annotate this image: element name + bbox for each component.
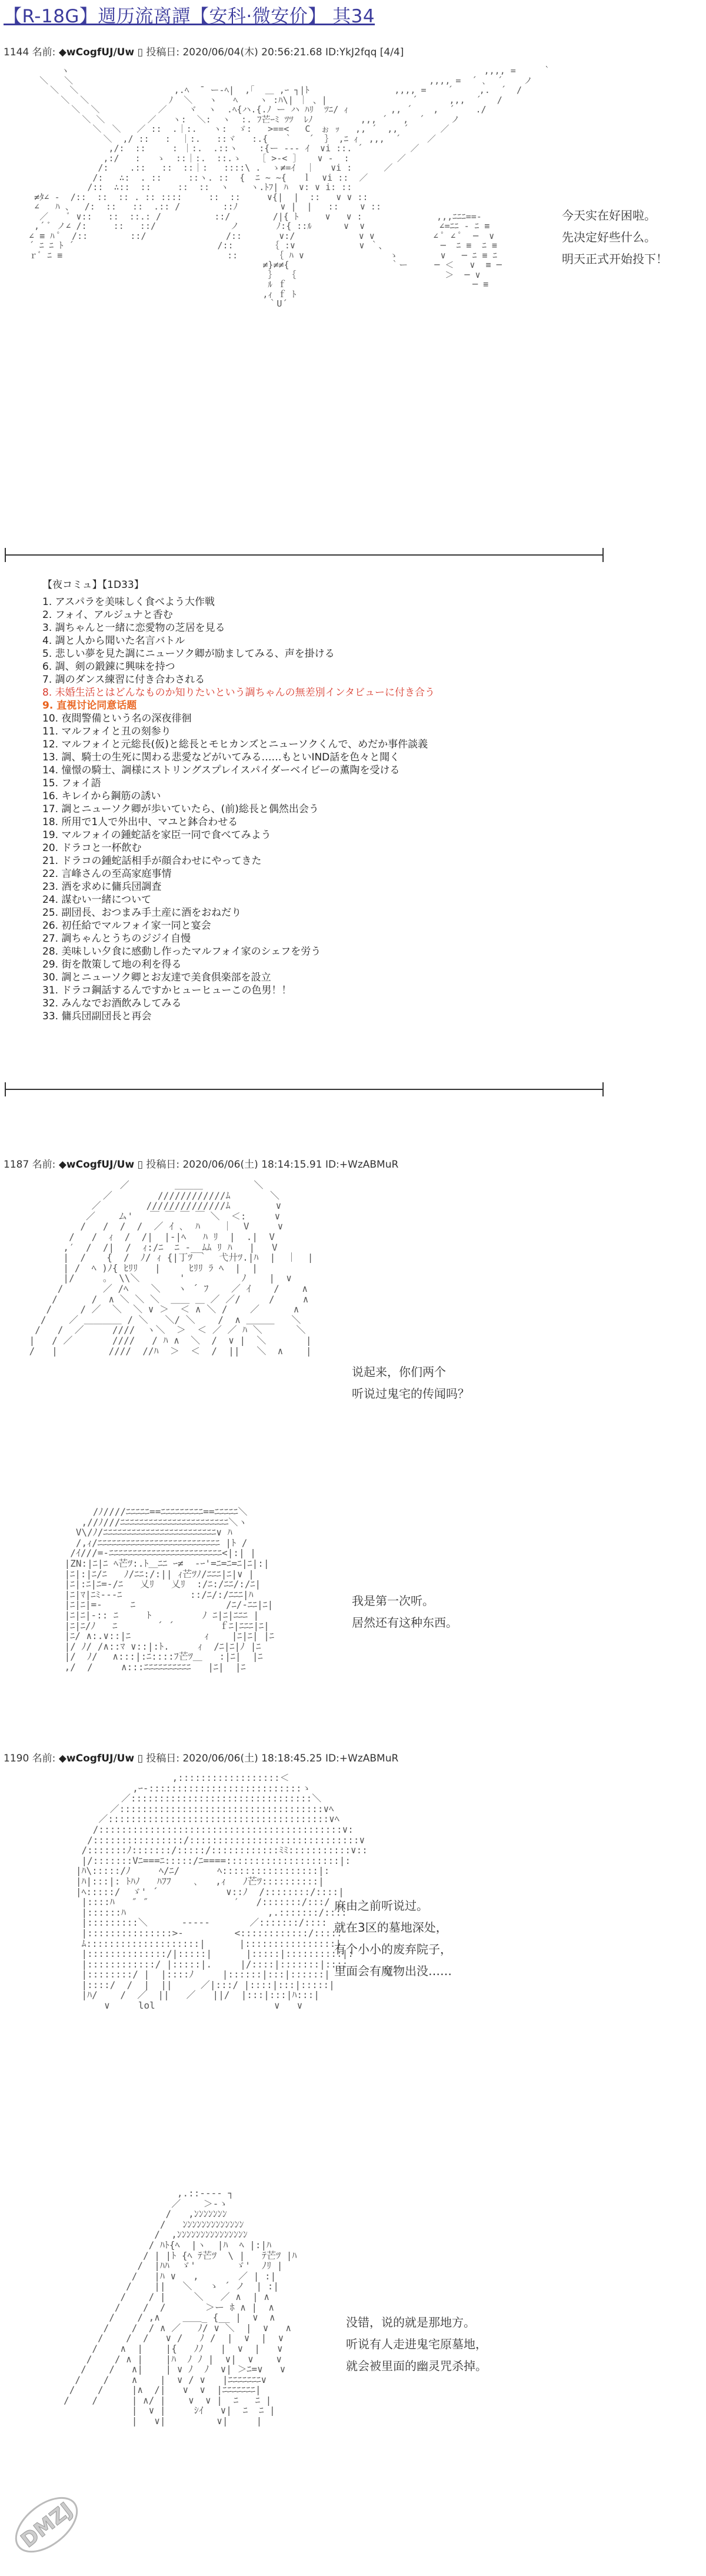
- list-item: 21. ドラコの鍾蛇話相手が顔合わせにやってきた: [42, 855, 262, 867]
- name-label: 名前:: [32, 1753, 56, 1764]
- post-header: [4, 44, 404, 58]
- text-line: 麻由之前听说过。: [334, 1899, 428, 1913]
- list-item: 19. マルフォイの鍾蛇話を家臣一同で食べてみよう: [42, 829, 271, 841]
- list-item: 13. 調、騎士の生死に関わる悲愛などがいてみる……もといIND話を色々と聞く: [42, 752, 400, 763]
- date-label: 投稿日:: [146, 1753, 180, 1764]
- divider: [5, 1089, 604, 1090]
- post-number: 1144: [4, 46, 29, 58]
- name-label: 名前:: [32, 46, 56, 58]
- poster-name[interactable]: ◆wCogfUJ/Uw: [58, 1159, 135, 1171]
- list-item: 30. 調とニューソク卿とお友達で美食倶楽部を設立: [42, 972, 271, 983]
- post-date: 2020/06/06(土) 18:14:15.91: [182, 1159, 322, 1171]
- marker-icon: ▯: [137, 1159, 143, 1171]
- text-line: 就会被里面的幽灵咒杀掉。: [346, 2359, 487, 2373]
- date-label: 投稿日:: [146, 1159, 180, 1171]
- ascii-art-two-figures: ／ ＿＿＿ ＼ ／ ////////////ﾑ ＼ ／ //////////////ﾑ ∨ ／ ム' ￣ ￣ ￣ ￣ ＼ ＜: ∨ / / / / ／ ｲ ､ ﾊ ｜ V ∨ / / ｨ / /| |-|ﾍ ﾊ ﾘ | .| V ,′ / /| / ｨ:/ﾆ ﾆ ‐__ﾑﾑ ﾘ ﾊ | V | / { / ﾉ/ ｨ {|丁ﾂ ｀ 弋廾ﾂ.|ﾊ | ｜ | | / ﾍ )ﾉ{ ﾋﾘﾘ | ﾋﾘﾘ ﾗ ﾍ | | |/ ｡ \\＼ ' ﾉ | ∨ / ／ /ﾍ ＼ ヽ ´ ﾌ ／ ｲ / ∧ / / ∧ ＼ ＼ ＼ ＿＿ ＿ ／ ／/ / ∧ / / ／ ＼ ＼ ∨ ＞ ＜ ∧ ＼ / ／ ∧ / ／ ＿＿＿＿ / ＼ ＼/ ＼ / ∧ ＿＿＿ ＼ / / ／ //// ヽ＼ ＞ ＜ ／ ／ ﾊ ＼ ＼ | / ／ //// / ﾊ ∧ ＼ / ∨ | ＼ | / | //// //ﾊ ＞ ＜ / || ＼ ∧ |: [29, 1179, 314, 1357]
- ascii-art-figure: /ﾉ////ﾆﾆﾆﾆﾆ==ﾆﾆﾆﾆﾆﾆﾆﾆﾆ==ﾆﾆﾆﾆﾆ＼ ,//ﾉ///ﾆﾆﾆﾆﾆﾆﾆﾆﾆﾆﾆﾆﾆﾆﾆﾆﾆﾆﾆﾆﾆﾆﾆ＼ヽ V\/ﾉ/ﾆﾆﾆﾆﾆﾆﾆﾆﾆﾆﾆﾆﾆﾆﾆﾆﾆﾆﾆﾆﾆﾆﾆﾆ∨ ﾊ /,ｨ/ﾆﾆﾆﾆﾆﾆﾆﾆﾆﾆﾆﾆﾆﾆﾆﾆﾆﾆﾆﾆﾆﾆﾆﾆﾆﾆ |ﾄ / /ｲ///=-ﾆﾆﾆﾆﾆﾆﾆﾆﾆﾆﾆﾆﾆﾆﾆﾆﾆﾆﾆﾆﾆﾆﾆﾆ<|:| | |ZN:|ﾆ|ﾆ ﾍ芒ﾂ:.ﾄ＿ﾆﾆ ｰ≠ -ｰ'=ﾆ=ﾆ=ﾆ|ﾆ|:| |ﾆ|:|ﾆ/ﾆ ﾉ/ﾆﾆ:/:|| ｨ芒ﾂﾉ/ﾆﾆﾆ|ﾆ|∨ | |ﾆ|:ﾆ|ﾆ=-/ﾆ 乂ﾘ 乂ﾘ :/ﾆ:/ﾆﾆ/:/ﾆ| |ﾆ|ﾏ|ﾆﾐ---ﾆ ::/ﾆ/:/ﾆﾆﾆ|ﾊ |ﾆ|ﾆ|=- ﾆ /ﾆ/-ﾆﾆ|ﾆ| |ﾆ|ﾆ|-:: ﾆ ﾄ ﾉ ﾆ|ﾆ|ﾆﾆﾆ | |ﾆ|ﾆ/ﾉ ﾆ ´ ´ ｆﾆ|ﾆﾆﾆ|ﾆ| |ﾆ/ ∧:.∨::|ﾆ ｨ |ﾆ|ﾆ| |ﾆ |/ ﾉ/ /∧::ﾏ ∨::|:ﾄ. ｨ /ﾆ|ﾆ|ﾉ |ﾆ |/ ﾉ/ ∧:::|:ﾆ::::ﾌ芒ﾂ＿ :|ﾆ| |ﾆ ,/ / ∧:::ﾆﾆﾆﾆﾆﾆﾆﾆﾆﾆ |ﾆ| |ﾆ: [64, 1506, 274, 1673]
- text-line: 没错，说的就是那地方。: [346, 2315, 475, 2329]
- text-line: 居然还有这种东西。: [352, 1616, 458, 1630]
- post-date: 2020/06/06(土) 18:18:45.25: [182, 1753, 322, 1764]
- list-item: 15. フォイ語: [42, 777, 101, 789]
- list-item: 4. 調と人から聞いた名言バトル: [42, 635, 185, 647]
- list-item: 5. 悲しい夢を見た調にニューソク卿が励ましてみる、声を掛ける: [42, 648, 335, 660]
- post-number: 1190: [4, 1753, 29, 1764]
- list-item: 2. フォイ、アルジュナと香む: [42, 609, 173, 621]
- text-line: 听说过鬼宅的传闻吗？: [352, 1387, 469, 1401]
- list-item: 27. 調ちゃんとうちのジジイ自慢: [42, 933, 191, 945]
- list-item: 18. 所用で1人で外出中、マユと鉢合わせる: [42, 816, 238, 828]
- post-id[interactable]: ID:YkJ2fqq [4/4]: [325, 46, 404, 58]
- text-line: 听说有人走进鬼宅原墓地，: [346, 2337, 487, 2351]
- poster-name[interactable]: ◆wCogfUJ/Uw: [58, 1753, 135, 1764]
- list-item: 23. 酒を求めに傭兵団調査: [42, 881, 162, 893]
- text-line: 今天实在好困啦。: [562, 208, 656, 222]
- list-item: 24. 謀むい一緒について: [42, 894, 152, 906]
- post-number: 1187: [4, 1159, 29, 1171]
- list-item: 22. 言峰さんの至高家庭事情: [42, 868, 172, 880]
- list-item: 29. 街を散策して地の利を得る: [42, 959, 182, 970]
- list-item: 17. 調とニューソク卿が歩いていたら、(前)総長と偶然出会う: [42, 803, 319, 815]
- text-line: 就在3区的墓地深处，: [334, 1920, 448, 1935]
- event-list: [42, 596, 435, 1023]
- list-heading: 【夜コミュ】【1D33】: [42, 579, 144, 591]
- text-line: 里面会有魔物出没……: [334, 1964, 452, 1978]
- text-line: 我是第一次听。: [352, 1594, 434, 1608]
- post-1190-text-a: [334, 1895, 452, 1982]
- list-item: 7. 調のダンス練習に付き合わされる: [42, 674, 205, 686]
- list-item: 33. 傭兵団副団長と再会: [42, 1011, 152, 1022]
- list-item-highlight: 9. 直視讨论同意话题: [42, 700, 137, 712]
- list-item: 16. キレイから鋼筋の誘い: [42, 790, 161, 802]
- list-item: 20. ドラコと一杯飲む: [42, 842, 142, 854]
- list-item: 1. アスパラを美味しく食べよう大作戦: [42, 596, 215, 608]
- ascii-art-figure: ,::::::::::::::::::＜ ,ｰ-:::::::::::::::::::::::::::ゝ ／::::::::::::::::::::::::::::::::＼ ／::::::::::::::::::::::::::::::::::::∨ﾍ ／:::::::::::::::::::::::::::::::::::::::∨ﾍ /:::::::::::::::::::::::::::::::::::::::::::∨: /::::::::::::::::/::::::::::::::::::::::::::::::∨ /:::::::ﾉ:::::::/:::::/::::::::::::ﾐﾐ:::::::::::∨:: |/:::::::Vﾆ===ﾆ:::::/ﾆ====::::::::::::::::::::|: |ﾊ\:::::/ﾉ ﾍ/ﾆ/ ﾍ:::::::::::::::::|: |ﾊ|:::|: ﾄﾊﾉ ﾊﾌﾌ ､ ,ｨ ﾉ芒ﾂ::::::::::| |ﾍ:::::/ ゞ' ´ ∨::ﾉ /::::::::/::::| |::::ﾊ ″ ″ ′ /:::::::/:::/ |::::::ﾊ ,.:::::::/:::: |:::::::::＼ -‐‐‐- ／:::::::/:::: |:::::::::::::::>- <::::::::::::/::::: ﾑ::::::::::::::::::::| |::::::::::::::::| |::::::::::::::/|:::::| |:::::|::::::::::|: |::::::::::::/ |:::::|. |/::::|:::::::|:::: |::::::::/ | |::::ﾉ |::::::|:::|::::::| |::::/ / | || ／|:::/ |::::|:::|:::::| |ﾊ/ / ／ || ／ ||/ |:::|:::|ﾊ:::| ∨ lol ∨ ∨: [75, 1772, 368, 2012]
- text-line: 说起来，你们两个: [352, 1365, 446, 1379]
- page-title[interactable]: 【R-18G】週历流离譚【安科·微安价】 其34: [4, 6, 375, 27]
- list-item: 31. ドラコ鋼話するんですかヒューヒューこの色男！！: [42, 985, 292, 996]
- ascii-art-figure: ,.::-‐‐‐ ┐ ／ ＞‐ゝ / ,ﾝﾝﾝﾝﾝﾝﾝ / ﾝﾝﾝﾝﾝﾝﾝﾝﾝﾝﾝﾝﾝ / ,ﾝﾝﾝﾝﾝﾝﾝﾝﾝﾝﾝﾝﾝﾝﾝ / ﾊﾄ{ﾍ |ヽ |ﾊ ﾍ |:|ﾊ / | |ﾄ {ﾍ ﾃ芒ﾂ \ | ﾃ芒ﾂ |ﾊ / |ﾊﾊ ゞ' ゞ' ﾉﾘ | / |ﾊ ∨ , ／ | :| / || ＼ ゝ ´ ノ | :| / / | ＼ ／ ∧ | ∧ / / / ＞ー ﾎ ∧ | ∧ / / ,∧ ＿＿_ {__ | ∨ ∧ / / / ∧ ／ ﾉ/ ∨ ＼ | ∨ ∧ / / / ∨ / ﾉ / | ∨ | ∨ / ∧ | |{ ﾉﾉ | ∨ | ∨ / / ∧ | |ﾊ ﾉ ﾉ | ∨| ∨ ∨ / / ∧| | ∨ ﾉ ﾉ ∨| ＞ﾆ=∨ ∨ / / ∧ | ∨ / ∨ |ﾆﾆﾆﾆﾆﾆﾆ∨ / / |∧ /| ∨ ∨ |ﾆﾆﾆﾆﾆﾆﾆ| / / | ∧/ | ∨ ∨ | ﾆ ﾆ | | ∨ | ｼｲ ∨| ﾆ ﾆ | | ∨| ∨| |: [64, 2188, 297, 2427]
- divider: [5, 554, 604, 556]
- list-item: 28. 美味しい夕食に感動し作ったマルフォイ家のシェフを労う: [42, 946, 321, 958]
- marker-icon: ▯: [137, 46, 143, 58]
- list-item: 32. みんなでお酒飲みしてみる: [42, 998, 182, 1009]
- post-1144-text: [562, 205, 668, 270]
- list-item: 26. 初任給でマルフォイ家一同と宴会: [42, 920, 211, 932]
- list-item: 14. 憧憬の騎士、調様にストリングスプレイスパイダーベイビーの薫陶を受ける: [42, 765, 400, 776]
- svg-text:DMZJ: DMZJ: [16, 2498, 78, 2553]
- post-1187-text-b: [352, 1590, 458, 1634]
- post-id[interactable]: ID:+WzABMuR: [325, 1159, 399, 1171]
- list-item: 25. 副団長、おつまみ手土産に酒をおねだり: [42, 907, 242, 919]
- ascii-art-figure: ヽ ,,,, = ｀ ＼ ＼ ,,,, = ´ ､ ´ ノ ＼ ＼ ,.ﾍ ̄ ー-ﾍ| ,｢ ＿ ,ｰ ┐|ﾄ ,,,, = ´ ,. ´ / ＼ ＼ ﾉ ＼ ヽ ﾍ ヽ :ﾊ\| ｜ 、| ´ ,,, ´ / ＼ ＼ ／ ヾ ヽ .ﾍ{ハ.{.ﾉ ー ハ ﾊﾘ ﾂﾆ/ ｨ ,, ´ , ´ ./ ＼ ＼ ／ ヽ: ＼: ヽ :. ﾌ芒ｰﾐ ﾂﾂ ﾚﾉ ,,, ´ , ´ ノ ＼ ＼ ／ :: .｜:. ヽ: ゞ: >==< C ぉ ｯ ,, ´ ,, ´ ／ ＼ ,/ :: : ｜:. ::ヾ :.{ ｀ ´ ｝ ,ﾆ ｨ ,,, ´ ／ ,/: :: : ｜:. .::ヽ :{ー --- ｲ ∨i ::. ´ ／ ,:/ : ゝ ::｜:. ::.ゝ ［ >-< ］ ∨ ‐ : ／ /: .:: :: ::｜: ::::\ . ゝ≠=ｲ ｜ ∨i : ／ /: ∴: . :: ::ヽ. :: { ﾆ ~ ~{ ｌ ∨i :: ／ /:: ∴:: :: :: :: ヽ ヽ.ﾄﾌ| ﾊ ∨: ∨ i: :: ≠ﾀ∠ - /:: :: :: . :: :::: :: :: ∨{| | :: ∨ ∨ :: ∠ ﾊ 、 /: :: :: .:: / ::ﾉ ∨ | | :: ∨ :: ／ ﾞ ∨:: :: ::.: / ::/ /|{ ﾄ ∨ ∨ : ,,,ﾆﾆﾆ==- ,´ ﾞ ノ∠ /: :: ::/ ノ ﾉ:{ ::ﾙ ∨ ∨ ∠=ﾆﾆ - ﾆ ≡ ∠ ≡ ﾊ ﾟ /:: ::/ /:: ∨:/ ∨ ∨ ∠ ﾟ ∠ ﾟ ─ ∨ ´ ﾆ ﾆ ﾄ ´ /:: ｛ :∨ ∨ ｀、 ─ ﾆ ≡ ﾆ ≡ ｒﾞ ﾆ ≡ :: ｛ ﾊ ∨ ゝ ∨ ─ ﾆ ≡ ﾆ ≠}≠≠{ ｀ー ─ ＜ ∨ ≡ ─ ｝ ｛ ＞ ─ ∨ ﾙ ｆ ─ ≡ ,ｨ ｆ ﾄ ｀U´: [29, 65, 551, 309]
- poster-name[interactable]: ◆wCogfUJ/Uw: [58, 46, 135, 58]
- name-label: 名前:: [32, 1159, 56, 1171]
- post-1190-text-b: [346, 2312, 487, 2377]
- list-item: 8. 未婚生活とはどんなものか知りたいという調ちゃんの無差別インタビューに付き合う: [42, 687, 435, 699]
- post-header: [4, 1156, 398, 1171]
- list-item: 6. 調、剣の鍛錬に興味を持つ: [42, 661, 175, 673]
- post-id[interactable]: ID:+WzABMuR: [325, 1753, 399, 1764]
- marker-icon: ▯: [137, 1753, 143, 1764]
- post-date: 2020/06/04(木) 20:56:21.68: [182, 46, 322, 58]
- list-item: 11. マルフォイと丑の刻参り: [42, 726, 171, 737]
- dmzj-watermark-logo: [0, 2474, 98, 2576]
- post-header: [4, 1750, 398, 1764]
- text-line: 明天正式开始投下！: [562, 252, 668, 266]
- text-line: 有个小小的废弃院子，: [334, 1942, 452, 1956]
- post-1187-text-a: [352, 1361, 469, 1405]
- list-item: 3. 調ちゃんと一緒に恋愛物の芝居を見る: [42, 622, 225, 634]
- text-line: 先决定好些什么。: [562, 230, 656, 244]
- date-label: 投稿日:: [146, 46, 180, 58]
- list-item: 10. 夜間警備という名の深夜徘徊: [42, 713, 192, 724]
- list-item: 12. マルフォイと元総長(仮)と総長とモヒカンズとニューソクくんで、めだか事件談義: [42, 739, 428, 750]
